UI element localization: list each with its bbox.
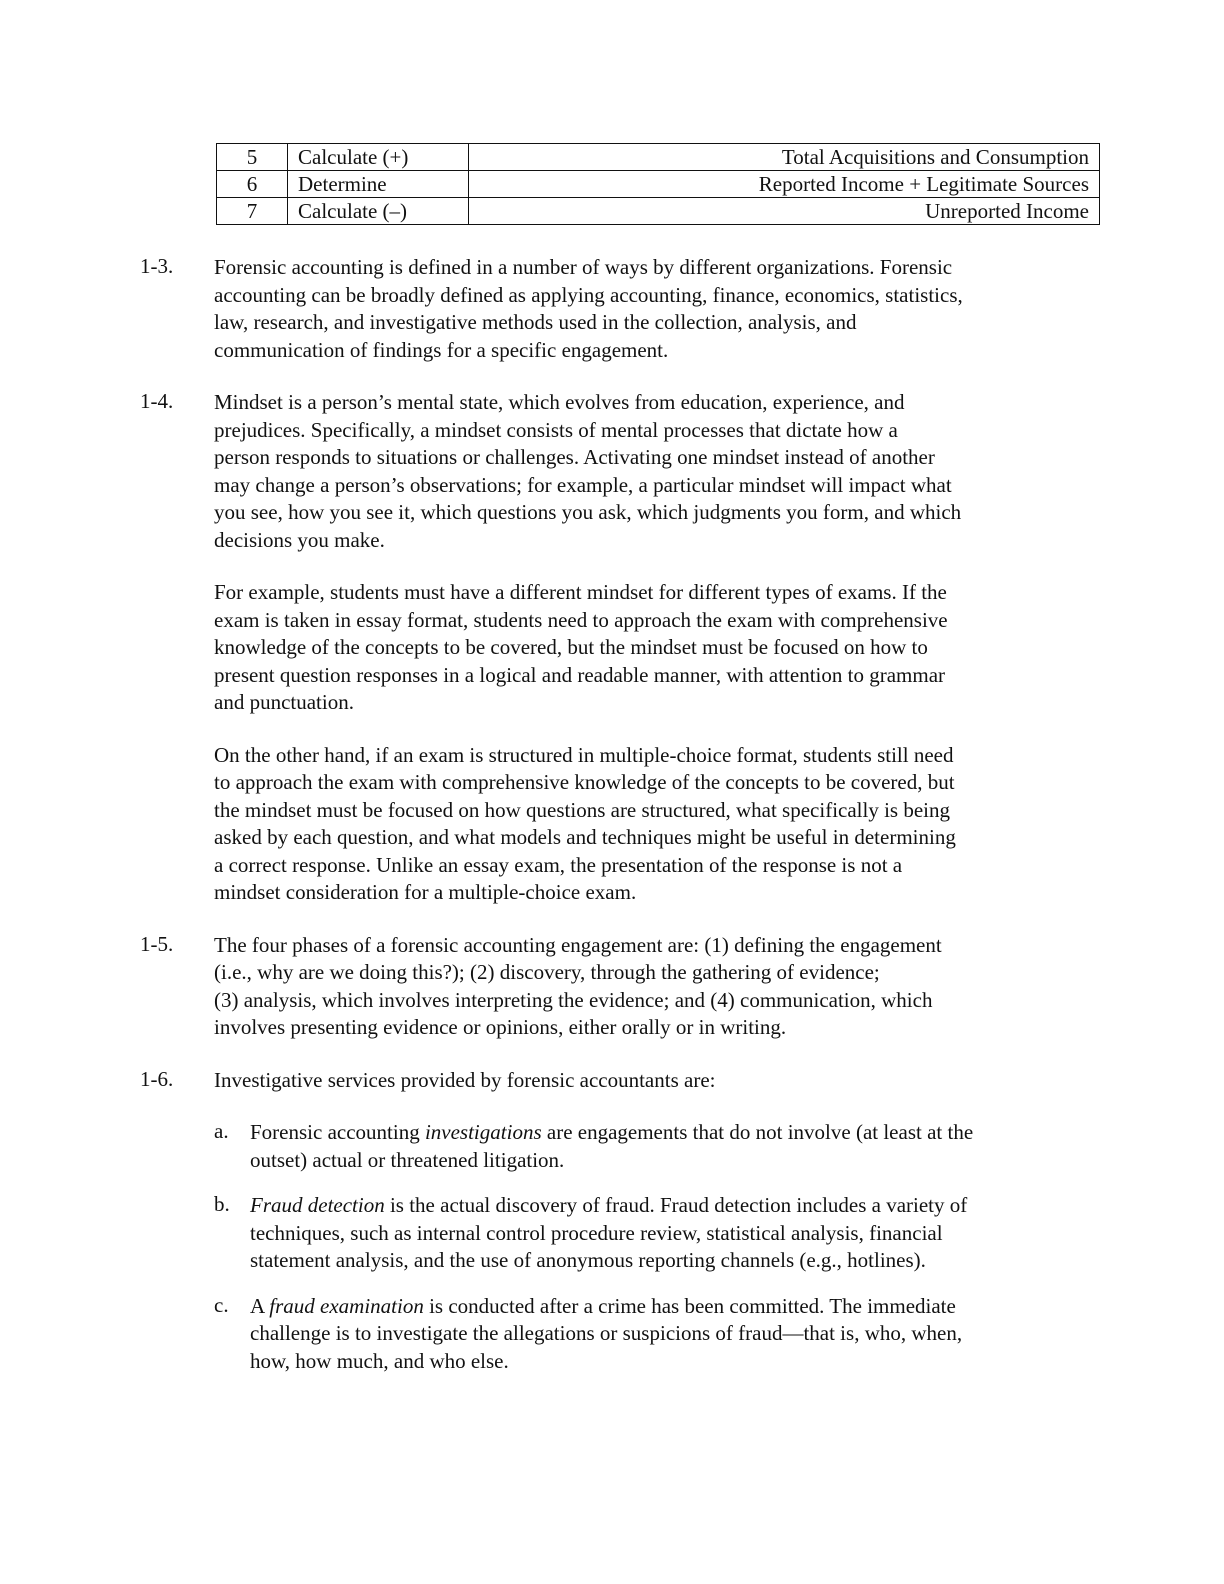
text-line: communication of findings for a specific engagement. <box>214 337 669 362</box>
text-line: knowledge of the concepts to be covered, but the mindset must be focused on how to <box>214 635 928 659</box>
text-line: involves presenting evidence or opinions, either orally or in writing. <box>214 1015 787 1039</box>
text-segment: is conducted after a crime has been committed. The immediate <box>423 1293 956 1318</box>
text-segment: is the actual discovery of fraud. Fraud detection includes a variety of <box>384 1193 968 1217</box>
answer-paragraph <box>214 254 1100 364</box>
text-line: exam is taken in essay format, students need to approach the exam with comprehensive <box>214 607 948 632</box>
text-line: present question responses in a logical and readable manner, with attention to grammar <box>214 662 946 687</box>
answer-paragraph <box>214 389 1100 554</box>
text-line: may change a person’s observations; for example, a particular mindset will impact what <box>214 472 952 497</box>
answer-1-3 <box>140 254 1100 364</box>
answer-paragraph <box>214 579 1100 717</box>
text-line: how, how much, and who else. <box>250 1348 509 1373</box>
action-cell: Calculate (–) <box>288 198 469 225</box>
answer-number: 1-3. <box>140 254 174 278</box>
result-cell: Total Acquisitions and Consumption <box>469 144 1100 171</box>
step-number-cell: 7 <box>217 198 288 225</box>
item-letter: a. <box>214 1119 229 1143</box>
text-line <box>250 1119 1100 1147</box>
step-number-cell: 6 <box>217 171 288 198</box>
table-row <box>217 198 1100 225</box>
text-line: outset) actual or threatened litigation. <box>250 1147 565 1172</box>
item-letter: c. <box>214 1292 229 1317</box>
text-line: (i.e., why are we doing this?); (2) discovery, through the gathering of evidence; <box>214 960 880 984</box>
text-line: and punctuation. <box>214 690 354 714</box>
text-line: decisions you make. <box>214 527 385 552</box>
text-line <box>250 1293 1100 1321</box>
text-line: prejudices. Specifically, a mindset consists of mental processes that dictate how a <box>214 417 898 442</box>
answer-paragraph <box>214 742 1100 907</box>
result-cell: Reported Income + Legitimate Sources <box>469 171 1100 198</box>
step-number-cell: 5 <box>217 144 288 171</box>
text-line: Investigative services provided by forensic accountants are: <box>214 1067 716 1092</box>
text-line: (3) analysis, which involves interpreting the evidence; and (4) communication, which <box>214 987 933 1012</box>
italic-term: Fraud detection <box>250 1193 385 1217</box>
table-row <box>217 144 1100 171</box>
answer-paragraph <box>214 1067 1100 1095</box>
text-line: a correct response. Unlike an essay exam, the presentation of the response is not a <box>214 852 903 877</box>
service-item <box>214 1293 1100 1376</box>
answer-number: 1-6. <box>140 1066 174 1091</box>
result-cell: Unreported Income <box>469 198 1100 225</box>
table-row <box>217 171 1100 198</box>
answers-section <box>140 254 1100 1400</box>
text-line: challenge is to investigate the allegations or suspicions of fraud—that is, who, when, <box>250 1321 963 1345</box>
text-line: statement analysis, and the use of anonymous reporting channels (e.g., hotlines). <box>250 1248 926 1272</box>
text-segment: Forensic accounting <box>250 1120 425 1144</box>
text-segment: A <box>250 1293 270 1318</box>
answer-1-6 <box>140 1067 1100 1376</box>
text-line: On the other hand, if an exam is structured in multiple-choice format, students still need <box>214 742 954 767</box>
text-line: mindset consideration for a multiple-choice exam. <box>214 880 637 904</box>
text-line: you see, how you see it, which questions you ask, which judgments you form, and which <box>214 500 962 524</box>
text-line <box>250 1192 1100 1220</box>
answer-number: 1-5. <box>140 931 174 956</box>
item-letter: b. <box>214 1192 230 1216</box>
answer-1-4 <box>140 389 1100 907</box>
action-cell: Calculate (+) <box>288 144 469 171</box>
text-line: Forensic accounting is defined in a number of ways by different organizations. Forensic <box>214 255 953 279</box>
italic-term: fraud examination <box>269 1293 424 1318</box>
text-line: accounting can be broadly defined as applying accounting, finance, economics, statistics, <box>214 282 963 307</box>
text-line: Mindset is a person’s mental state, which evolves from education, experience, and <box>214 390 905 414</box>
answer-1-5 <box>140 932 1100 1042</box>
text-line: to approach the exam with comprehensive knowledge of the concepts to be covered, but <box>214 770 955 794</box>
text-line: For example, students must have a different mindset for different types of exams. If the <box>214 580 947 604</box>
text-segment: are engagements that do not involve (at least at the <box>541 1120 974 1144</box>
service-list <box>214 1119 1100 1375</box>
text-line: asked by each question, and what models and techniques might be useful in determining <box>214 825 956 849</box>
text-line: The four phases of a forensic accounting engagement are: (1) defining the engagement <box>214 932 942 957</box>
text-line: techniques, such as internal control procedure review, statistical analysis, financial <box>250 1220 943 1245</box>
answer-number: 1-4. <box>140 389 174 413</box>
service-item <box>214 1119 1100 1174</box>
service-item <box>214 1192 1100 1275</box>
income-calculation-table <box>216 143 1100 225</box>
italic-term: investigations <box>424 1120 542 1144</box>
text-line: person responds to situations or challenges. Activating one mindset instead of another <box>214 445 935 469</box>
text-line: the mindset must be focused on how questions are structured, what specifically is being <box>214 797 950 822</box>
text-line: law, research, and investigative methods used in the collection, analysis, and <box>214 310 857 334</box>
action-cell: Determine <box>288 171 469 198</box>
answer-paragraph <box>214 932 1100 1042</box>
